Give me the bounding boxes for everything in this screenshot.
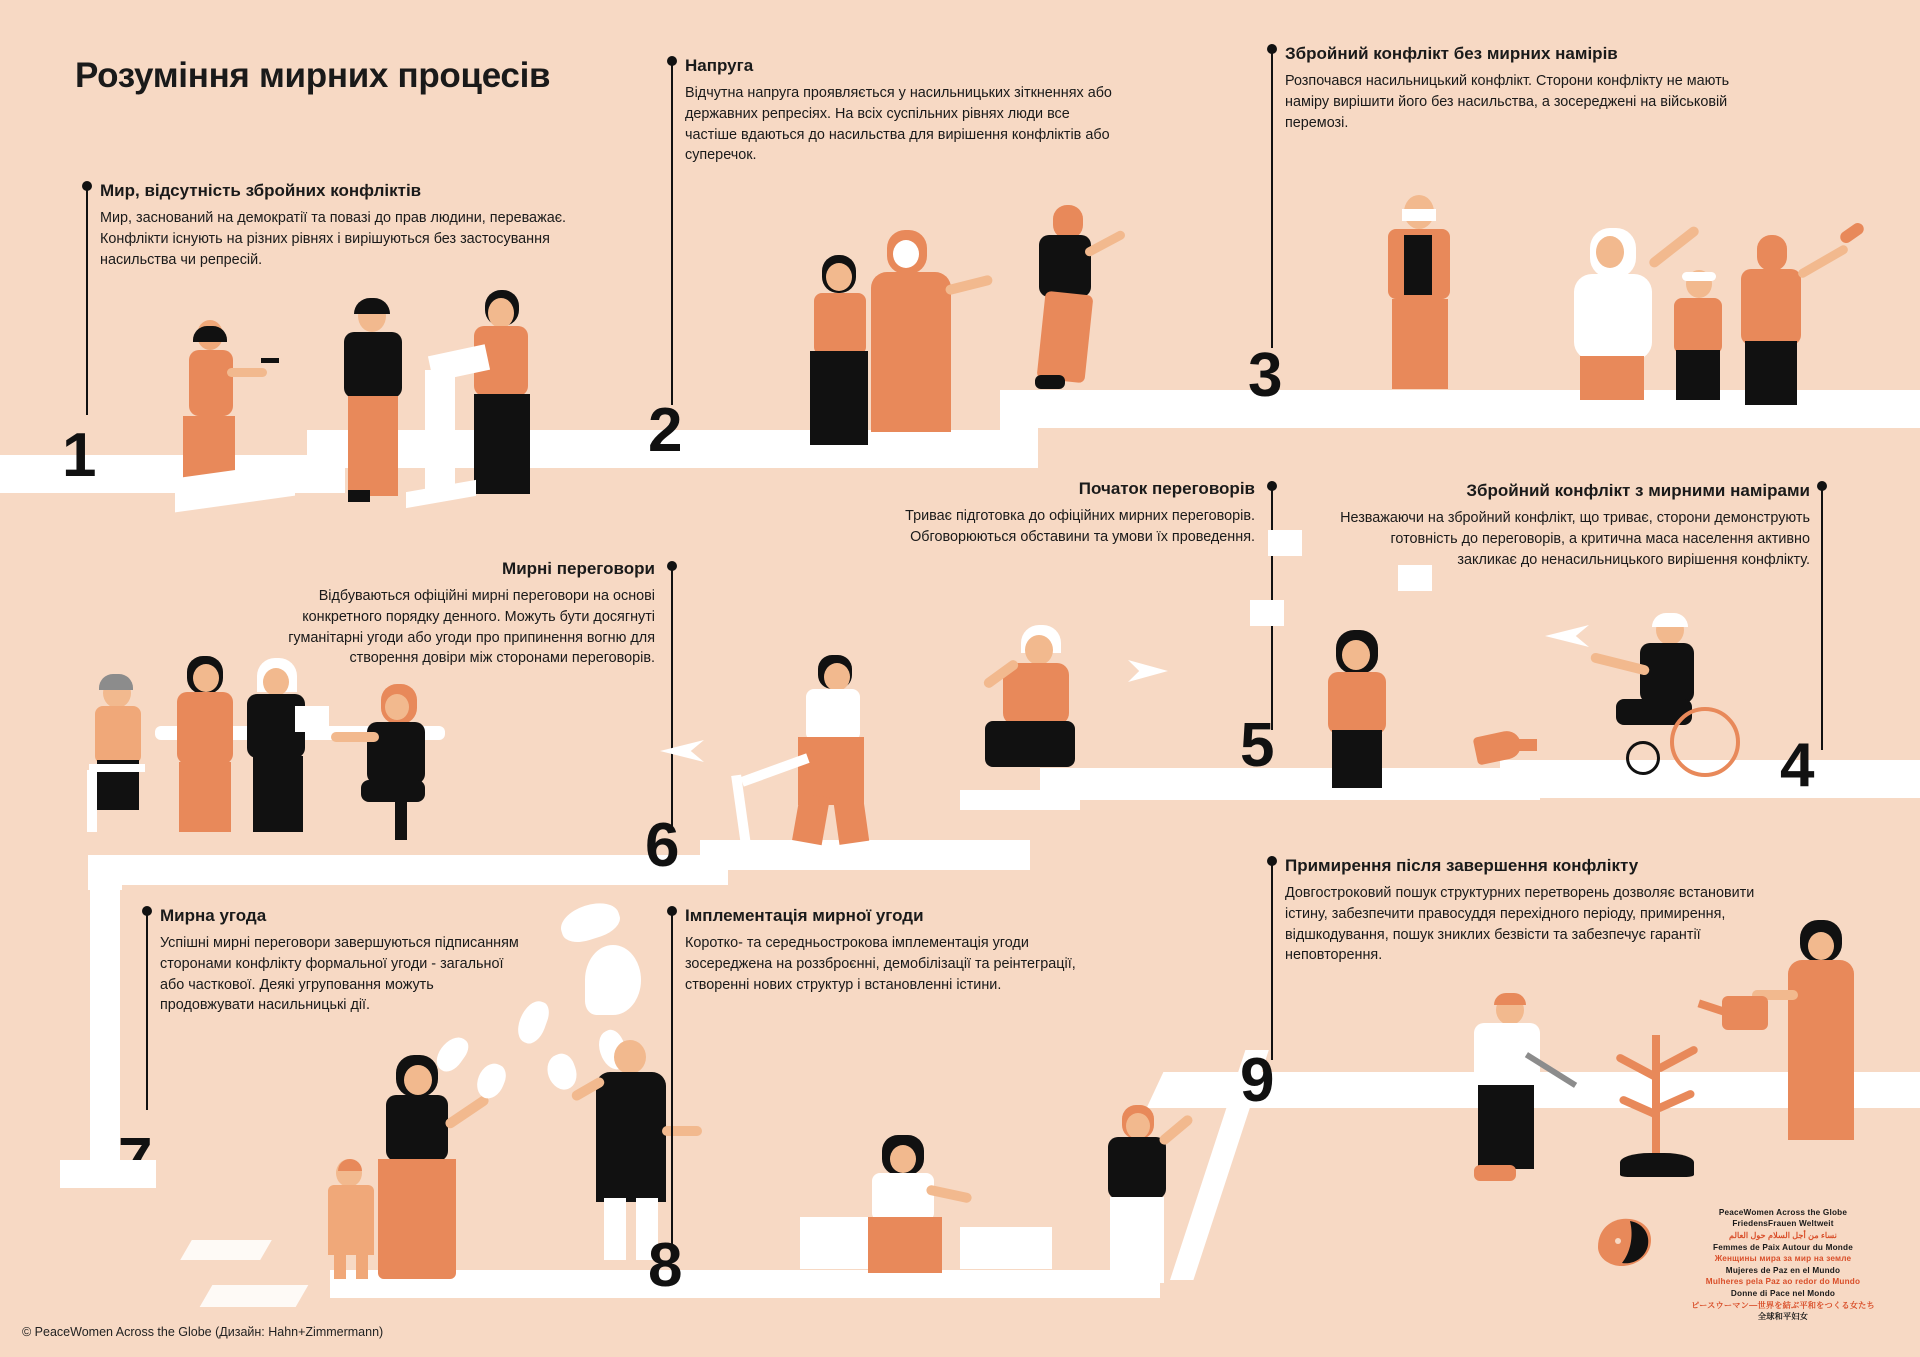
stem-7 xyxy=(146,910,148,1110)
step-number-2: 2 xyxy=(648,396,683,465)
logo-line-4: Женщины мира за мир на земле xyxy=(1714,1254,1852,1264)
stem-dot-1 xyxy=(82,181,92,191)
step-2-text: Відчутна напруга проявляється у насильницьких зіткненнях або державних репресіях. На всіх суспільних рівнях люди все частіше вдаються до насильства для вирішення конфліктів або суперечок. xyxy=(685,85,1112,164)
illustration-step-9-digger xyxy=(1450,995,1580,1185)
step-9-text: Довгостроковий пошук структурних перетворень дозволяє встановити істину, забезпечити правосуддя перехідного періоду, примирення, відшкодування, пошук зниклих безвісти та забезпечує гарантії неповторення. xyxy=(1285,885,1755,964)
logo-line-6: Mulheres pela Paz ao redor do Mundo xyxy=(1705,1277,1861,1287)
illustration-step-4-wheelchair xyxy=(1570,615,1770,775)
logo-line-8: ピースウーマン―世界を結ぶ平和をつくる女たち xyxy=(1691,1300,1875,1310)
step-number-3: 3 xyxy=(1248,341,1283,410)
logo-line-2: نساء من أجل السلام حول العالم xyxy=(1729,1230,1837,1240)
step-3 xyxy=(1285,43,1755,133)
step-9 xyxy=(1285,855,1775,966)
illustration-note-5a xyxy=(1268,530,1302,556)
step-4-text: Незважаючи на збройний конфлікт, що триває, сторони демонструють готовність до переговорів, а критична маса населення активно закликає до ненасильницького вирішення конфлікту. xyxy=(1340,510,1810,568)
organization-logo xyxy=(1594,1207,1894,1323)
step-9-title: Примирення після завершення конфлікту xyxy=(1285,856,1639,875)
step-3-title: Збройний конфлікт без мирних намірів xyxy=(1285,44,1618,63)
illustration-dove-2 xyxy=(585,945,641,1015)
logo-mark-icon xyxy=(1594,1213,1664,1273)
step-number-8: 8 xyxy=(648,1231,683,1300)
step-5-title: Початок переговорів xyxy=(1078,479,1255,498)
logo-line-1: FriedensFrauen Weltweit xyxy=(1732,1219,1834,1229)
page-title: Розуміння мирних процесів xyxy=(75,56,551,95)
stem-1 xyxy=(86,185,88,415)
stem-9 xyxy=(1271,860,1273,1060)
step-number-6: 6 xyxy=(645,811,680,880)
illustration-step-3d xyxy=(1735,235,1865,405)
step-1-title: Мир, відсутність збройних конфліктів xyxy=(100,181,422,200)
illustration-paper-plane-6 xyxy=(660,740,704,762)
logo-line-5: Mujeres de Paz en el Mundo xyxy=(1725,1265,1841,1275)
step-8-text: Коротко- та середньострокова імплементація угоди зосереджена на роззброєнні, демобілізації та реінтеграції, створенні нових структур і встановленні істини. xyxy=(685,935,1076,993)
illustration-step-2b xyxy=(865,230,1005,445)
step-2 xyxy=(685,55,1115,166)
illustration-step-3a xyxy=(1378,195,1488,390)
illustration-step-1c xyxy=(430,290,590,520)
illustration-step-9-watering xyxy=(1740,920,1880,1160)
logo-line-7: Donne di Pace nel Mondo xyxy=(1730,1289,1836,1299)
path-join-56 xyxy=(960,790,1080,810)
step-4 xyxy=(1340,480,1810,570)
logo-line-3: Femmes de Paix Autour du Monde xyxy=(1713,1242,1853,1252)
step-8-title: Імплементація мирної угоди xyxy=(685,906,924,925)
stem-dot-7 xyxy=(142,906,152,916)
logo-line-0: PeaceWomen Across the Globe xyxy=(1718,1207,1848,1217)
step-1 xyxy=(100,180,600,270)
step-5-text: Триває підготовка до офіційних мирних переговорів. Обговорюються обставини та умови їх проведення. xyxy=(905,508,1255,545)
illustration-step-6-table xyxy=(95,640,615,855)
stem-dot-9 xyxy=(1267,856,1277,866)
illustration-dove-1 xyxy=(556,897,624,948)
stem-4 xyxy=(1821,485,1823,750)
illustration-note-5c xyxy=(1398,565,1432,591)
stem-dot-2 xyxy=(667,56,677,66)
step-number-9: 9 xyxy=(1240,1046,1275,1115)
stem-2 xyxy=(671,60,673,405)
step-number-4: 4 xyxy=(1780,731,1815,800)
step-number-1: 1 xyxy=(62,421,97,490)
step-4-title: Збройний конфлікт з мирними намірами xyxy=(1466,481,1810,500)
path-segment-6 xyxy=(88,855,728,885)
logo-line-9: 全球和平妇女 xyxy=(1757,1312,1809,1322)
stem-8 xyxy=(671,910,673,1245)
illustration-step-1a xyxy=(175,320,305,510)
illustration-step-2c xyxy=(1015,205,1135,395)
illustration-step-6b xyxy=(740,655,910,845)
step-7 xyxy=(160,905,530,1016)
illustration-step-5b xyxy=(975,625,1125,785)
stem-dot-4 xyxy=(1817,481,1827,491)
step-8 xyxy=(685,905,1105,995)
step-2-title: Напруга xyxy=(685,56,754,75)
stem-dot-8 xyxy=(667,906,677,916)
path-segment-7 xyxy=(90,880,120,1180)
illustration-step-7-family xyxy=(330,1055,510,1280)
path-step-7-plate3 xyxy=(200,1285,309,1307)
step-number-5: 5 xyxy=(1240,711,1275,780)
step-7-title: Мирна угода xyxy=(160,906,267,925)
stem-6 xyxy=(671,565,673,830)
step-6-title: Мирні переговори xyxy=(502,559,655,578)
stem-dot-6 xyxy=(667,561,677,571)
copyright-footer: © PeaceWomen Across the Globe (Дизайн: Hahn+Zimmermann) xyxy=(22,1325,384,1339)
path-step-7-plate2 xyxy=(180,1240,272,1260)
step-5 xyxy=(900,478,1255,548)
stem-dot-5 xyxy=(1267,481,1277,491)
illustration-step-9-plant xyxy=(1600,1025,1720,1185)
path-step-7-plate xyxy=(60,1160,156,1188)
stem-3 xyxy=(1271,48,1273,348)
step-7-text: Успішні мирні переговори завершуються підписанням сторонами конфлікту формальної угоди - загальної або часткової. Деякі угруповання можуть продовжувати насильницькі дії. xyxy=(160,935,519,1014)
illustration-step-4-megaphone xyxy=(1475,725,1545,771)
logo-text-lines xyxy=(1672,1207,1894,1323)
step-1-text: Мир, заснований на демократії та повазі до прав людини, переважає. Конфлікти існують на різних рівнях і вирішуються без застосування насильства чи репресій. xyxy=(100,210,567,268)
illustration-step-8-papers xyxy=(790,1135,1050,1275)
illustration-step-5a xyxy=(1310,630,1420,790)
illustration-paper-plane-5 xyxy=(1128,660,1168,682)
step-3-text: Розпочався насильницький конфлікт. Сторони конфлікту не мають наміру вирішити його без насильства, а зосереджені на військовій перемозі. xyxy=(1285,73,1730,131)
illustration-note-5b xyxy=(1250,600,1284,626)
step-6-text: Відбуваються офіційні мирні переговори на основі конкретного порядку денного. Можуть бути досягнуті гуманітарні угоди або угоди про припинення вогню для створення довіри між сторонами переговорів. xyxy=(288,588,655,667)
stem-dot-3 xyxy=(1267,44,1277,54)
